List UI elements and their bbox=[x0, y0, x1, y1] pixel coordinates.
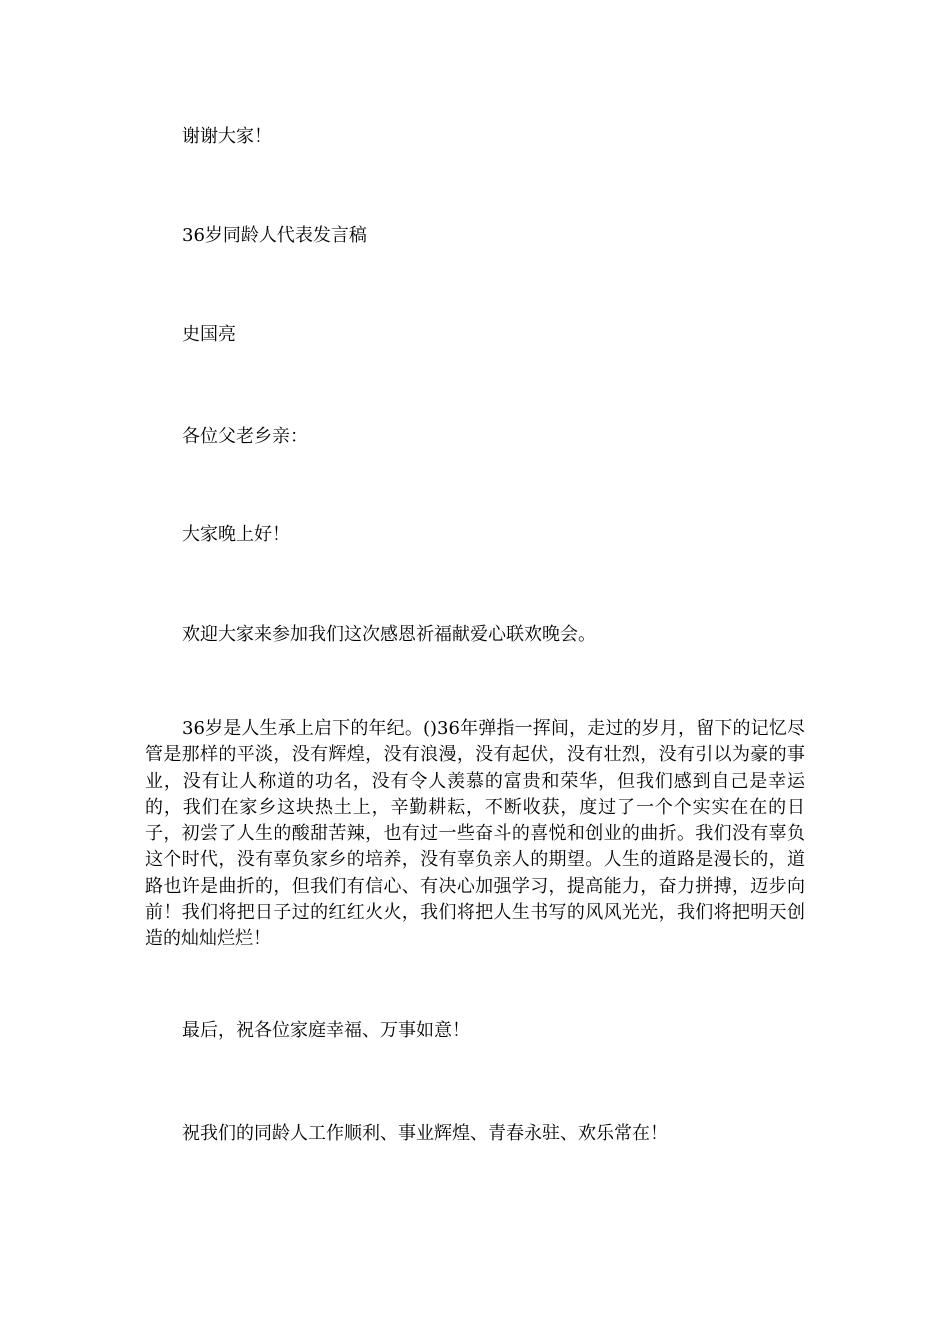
closing-thanks: 谢谢大家！ bbox=[182, 126, 272, 147]
salutation: 各位父老乡亲： bbox=[182, 426, 308, 447]
closing-wish-peers: 祝我们的同龄人工作顺利、事业辉煌、青春永驻、欢乐常在！ bbox=[182, 1123, 668, 1144]
closing-wish-family: 最后，祝各位家庭幸福、万事如意！ bbox=[182, 1020, 470, 1041]
speech-title: 36岁同龄人代表发言稿 bbox=[182, 225, 367, 246]
greeting: 大家晚上好！ bbox=[182, 524, 290, 545]
welcome-paragraph: 欢迎大家来参加我们这次感恩祈福献爱心联欢晚会。 bbox=[182, 624, 596, 645]
speaker-name: 史国亮 bbox=[182, 324, 236, 345]
body-paragraph: 36岁是人生承上启下的年纪。()36年弹指一挥间，走过的岁月，留下的记忆尽管是那样的平淡，没有辉煌，没有浪漫，没有起伏，没有壮烈，没有引以为豪的事业，没有让人称道的功名，没有令人羡慕的富贵和荣华，但我们感到自己是幸运的，我们在家乡这块热土上，辛勤耕耘，不断收获，度过了一个个实实在在的日子，初尝了人生的酸甜苦辣，也有过一些奋斗的喜悦和创业的曲折。我们没有辜负这个时代，没有辜负家乡的培养，没有辜负亲人的期望。人生的道路是漫长的，道路也许是曲折的，但我们有信心、有决心加强学习，提高能力，奋力拼搏，迈步向前！我们将把日子过的红红火火，我们将把人生书写的风风光光，我们将把明天创造的灿灿烂烂！ bbox=[145, 718, 805, 950]
